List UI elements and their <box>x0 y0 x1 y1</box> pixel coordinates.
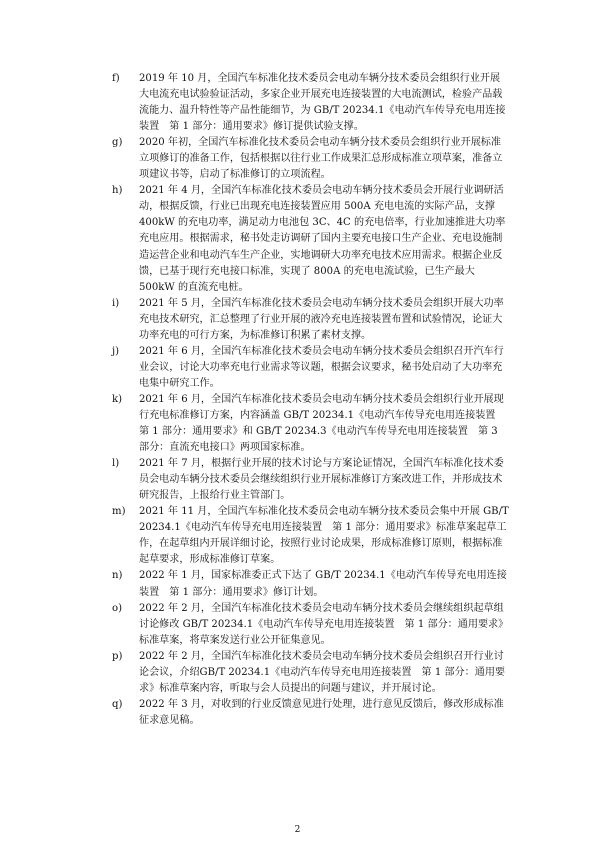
list-item <box>112 697 510 729</box>
list-item <box>112 392 510 456</box>
item-text: 2022 年 2 月，全国汽车标准化技术委员会电动车辆分技术委员会组织召开行业讨论会议，介绍GB/T 20234.1《电动汽车传导充电用连接装置 第 1 部分：通用要求》标准草案内容，听取与会人员提出的问题与建议，并开展讨论。 <box>139 650 506 694</box>
item-marker: g) <box>112 137 123 149</box>
item-text: 2021 年 4 月，全国汽车标准化技术委员会电动车辆分技术委员会开展行业调研活动，根据反馈，行业已出现充电连接装置应用 500A 充电电流的实际产品，支撑 400kW 的充电功率，满足动力电池包 3C、4C 的充电倍率，行业加速推进大功率充电应用。根据需求，秘书处走访调研了国内主要充电接口生产企业、充电设施制造运营企业和电动汽车生产企业，实地调研大功率充电技术应用需求。根据企业反馈，已基于现行充电接口标准，实现了 800A 的充电电流试验，已生产最大 500kW 的直流充电桩。 <box>139 185 506 293</box>
item-marker: h) <box>112 185 123 197</box>
item-marker: n) <box>112 570 123 582</box>
item-marker: i) <box>112 297 120 309</box>
list-item <box>112 601 510 649</box>
item-text: 2021 年 6 月，全国汽车标准化技术委员会电动车辆分技术委员会组织召开汽车行业会议，讨论大功率充电行业需求等议题，根据会议要求，秘书处启动了大功率充电集中研究工作。 <box>139 345 504 389</box>
item-marker: o) <box>112 602 123 614</box>
item-text: 2019 年 10 月，全国汽车标准化技术委员会电动车辆分技术委员会组织行业开展大电流充电试验验证活动，多家企业开展充电连接装置的大电流测试，检验产品载流能力、温升特性等产品性能细节，为 GB/T 20234.1《电动汽车传导充电用连接装置 第 1 部分：通用要求》修订提供试验支撑。 <box>139 73 506 133</box>
list-item <box>112 568 510 600</box>
list-item <box>112 344 510 392</box>
item-text: 2020 年初，全国汽车标准化技术委员会电动车辆分技术委员会组织行业开展标准立项修订的准备工作，包括根据以往行业工作成果汇总形成标准立项草案，准备立项建议书等，启动了标准修订的立项流程。 <box>139 137 503 181</box>
item-text: 2021 年 5 月，全国汽车标准化技术委员会电动车辆分技术委员会组织开展大功率充电技术研究，汇总整理了行业开展的液冷充电连接装置布置和试验情况，论证大功率充电的可行方案，为标准修订积累了素材支撑。 <box>139 297 504 341</box>
item-text: 2022 年 3 月，对收到的行业反馈意见进行处理，进行意见反馈后，修改形成标准征求意见稿。 <box>139 698 504 726</box>
history-list <box>112 71 510 729</box>
item-text: 2021 年 7 月，根据行业开展的技术讨论与方案论证情况，全国汽车标准化技术委员会电动车辆分技术委员会继续组织行业开展标准修订方案改进工作，并形成技术研究报告，上报给行业主管部门。 <box>139 458 504 502</box>
item-text: 2021 年 6 月，全国汽车标准化技术委员会电动车辆分技术委员会组织行业开展现行充电标准修订方案，内容涵盖 GB/T 20234.1《电动汽车传导充电用连接装置 第 1 部分：通用要求》和 GB/T 20234.3《电动汽车传导充电用连接装置 第 3 部分：直流充电接口》两项国家标准。 <box>139 393 506 454</box>
page-number: 2 <box>294 825 301 835</box>
list-item <box>112 649 510 697</box>
list-item <box>112 183 510 295</box>
item-text: 2022 年 2 月，全国汽车标准化技术委员会电动车辆分技术委员会继续组织起草组讨论修改 GB/T 20234.1《电动汽车传导充电用连接装置 第 1 部分：通用要求》标准草案，将草案发送行业公开征集意见。 <box>139 602 509 646</box>
item-text: 2022 年 1 月，国家标准委正式下达了 GB/T 20234.1《电动汽车传导充电用连接装置 第 1 部分：通用要求》修订计划。 <box>139 570 507 598</box>
list-item <box>112 71 510 135</box>
item-marker: k) <box>112 393 123 405</box>
item-marker: q) <box>112 698 123 710</box>
list-item <box>112 135 510 183</box>
item-text: 2021 年 11 月，全国汽车标准化技术委员会电动车辆分技术委员会集中开展 GB/T 20234.1《电动汽车传导充电用连接装置 第 1 部分：通用要求》标准草案起草工作，在起草组内开展详细讨论，按照行业讨论成果，形成标准修订原则，根据标准起草要求，形成标准修订草案。 <box>139 506 509 566</box>
list-item <box>112 296 510 344</box>
item-marker: p) <box>112 650 123 662</box>
item-marker: j) <box>112 345 120 357</box>
list-item <box>112 504 510 568</box>
item-marker: f) <box>112 73 120 84</box>
list-item <box>112 456 510 504</box>
item-marker: m) <box>112 506 126 518</box>
item-marker: l) <box>112 458 120 470</box>
